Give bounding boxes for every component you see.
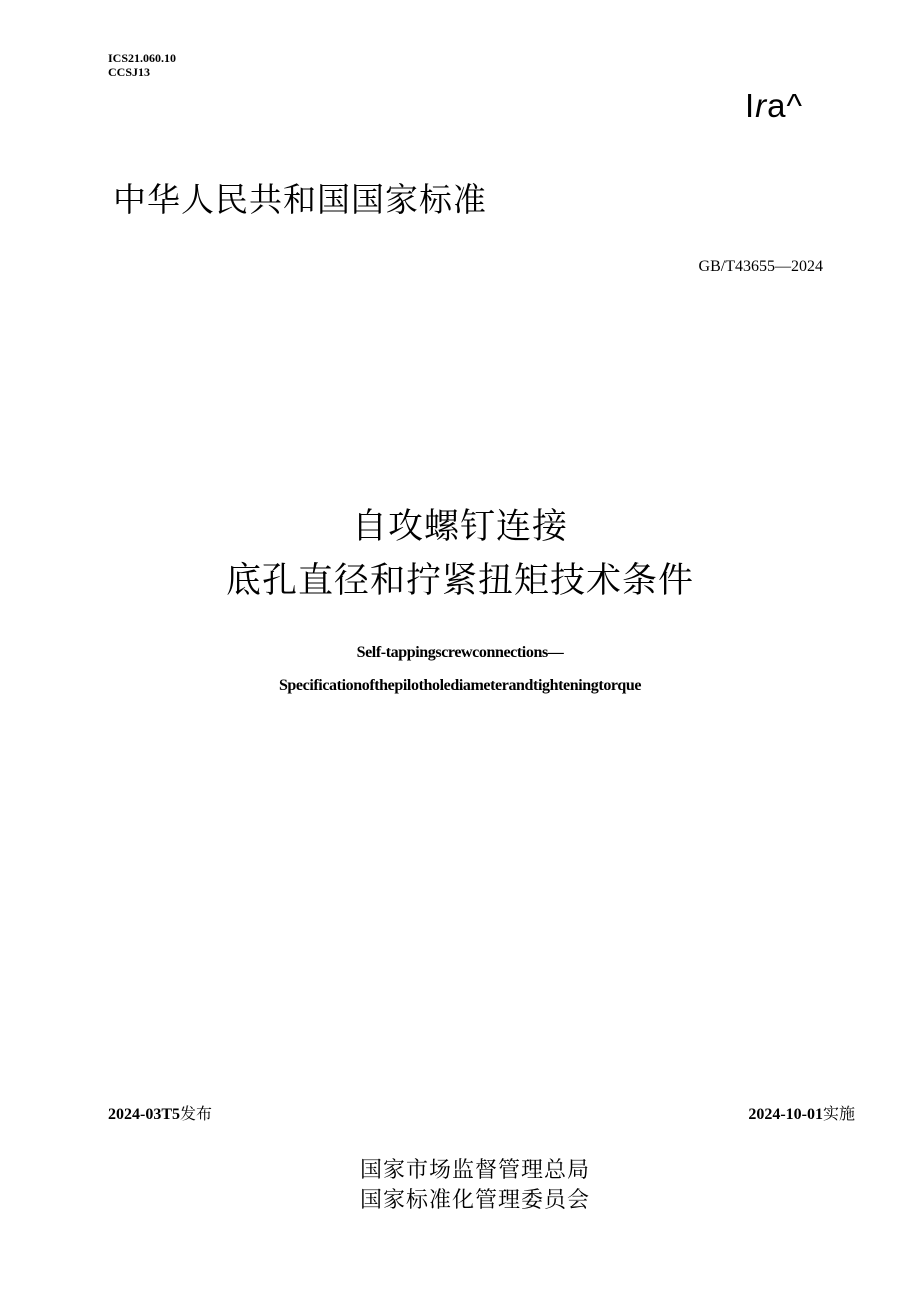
document-title-line-1: 自攻螺钉连接: [351, 507, 568, 547]
publish-date: [108, 1104, 212, 1125]
national-standard-heading: 中华人民共和国国家标准: [113, 180, 487, 219]
implement-date-value: 2024-10-01: [748, 1106, 823, 1123]
english-title-line-1: Self-tappingscrewconnections—: [356, 644, 564, 661]
implement-label: 实施: [822, 1104, 855, 1123]
publish-date-value: 2024-03T5: [108, 1106, 180, 1123]
ics-code: ICS21.060.10: [108, 51, 177, 65]
implement-date: [748, 1104, 855, 1125]
issuer-line-2: 国家标准化管理委员会: [360, 1188, 591, 1213]
ccs-code: CCSJ13: [108, 65, 151, 79]
issuer-line-1: 国家市场监督管理总局: [360, 1158, 591, 1183]
classification-codes: [108, 51, 176, 79]
standard-number: GB/T43655—2024: [698, 258, 823, 275]
document-title-line-2: 底孔直径和拧紧扭矩技术条件: [225, 561, 694, 601]
standard-mark-r: r: [755, 87, 768, 124]
standard-mark: [745, 86, 803, 126]
publish-label: 发布: [180, 1104, 213, 1123]
standard-mark-i: I: [745, 87, 756, 124]
standard-mark-rest: a^: [767, 87, 804, 124]
english-title-line-2: Specificationofthepilotholediameterandtighteningtorque: [278, 677, 642, 694]
